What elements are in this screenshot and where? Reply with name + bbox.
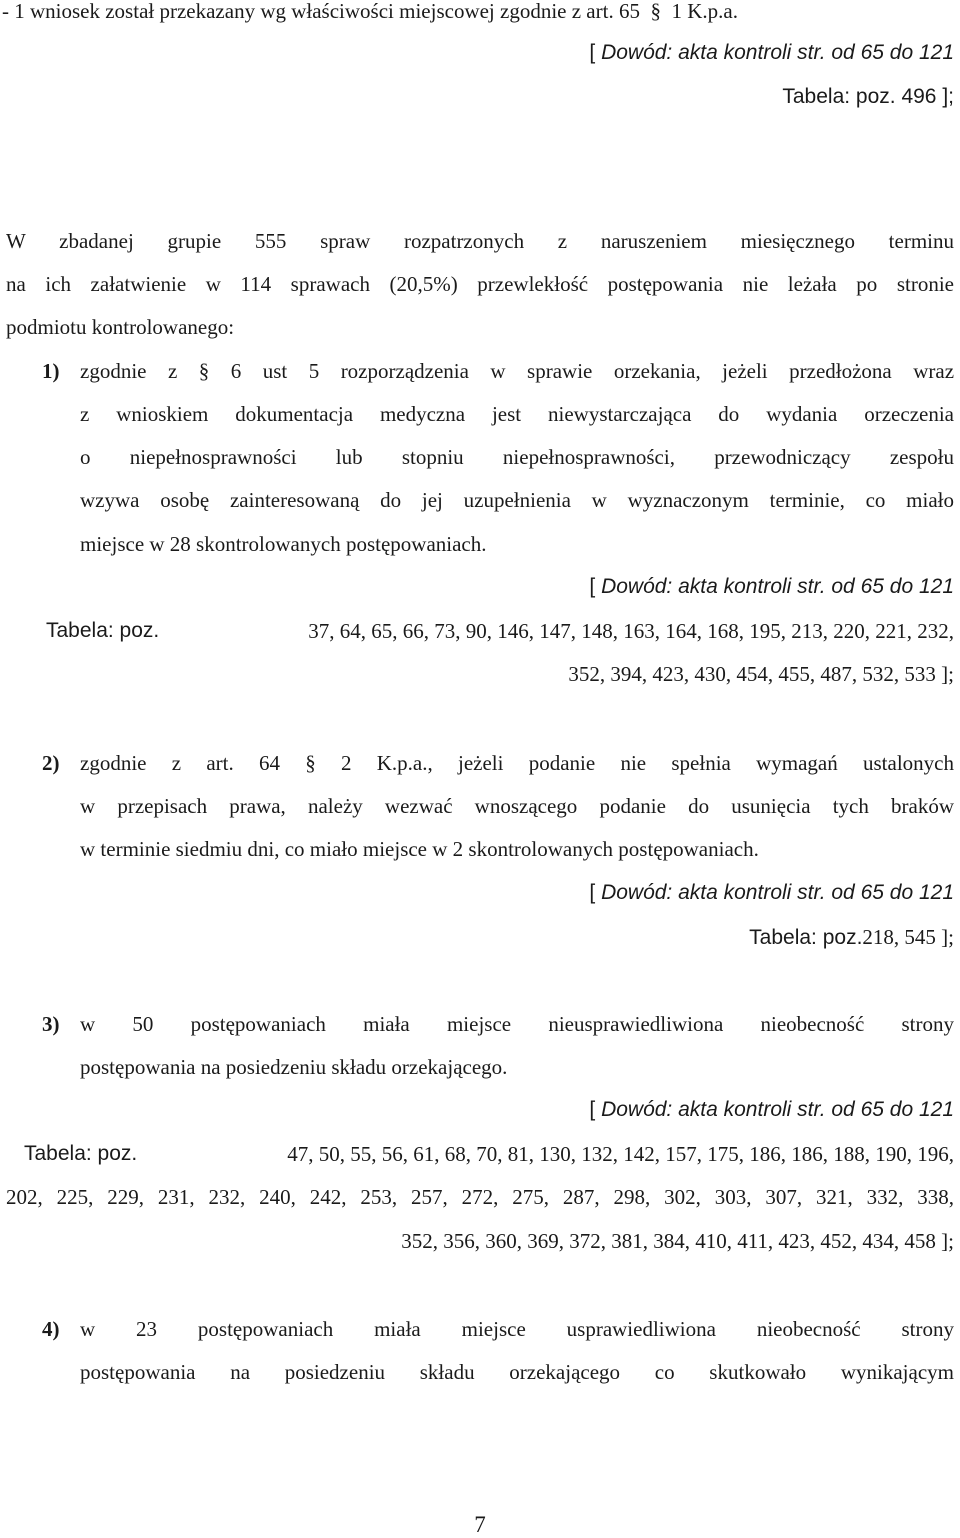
evidence-reference-2 — [589, 880, 954, 906]
intro-line-2: na ich załatwienie w 114 sprawach (20,5%) przewlekłość postępowania nie leżała po stronie — [6, 272, 954, 296]
evidence-reference-top — [589, 40, 954, 66]
item-3-line-2: postępowania na posiedzeniu składu orzekającego. — [80, 1055, 508, 1079]
table-reference-3-line-2: 202, 225, 229, 231, 232, 240, 242, 253, 257, 272, 275, 287, 298, 302, 303, 307, 321, 332, 338, — [6, 1185, 954, 1209]
item-3-line-1: w 50 postępowaniach miała miejsce nieusprawiedliwiona nieobecność strony — [80, 1012, 954, 1036]
table-reference-top — [782, 84, 954, 110]
item-3-number: 3) — [42, 1012, 60, 1036]
table-reference-1-line-2: 352, 394, 423, 430, 454, 455, 487, 532, 533 ]; — [568, 662, 954, 686]
item-2-line-3: w terminie siedmiu dni, co miało miejsce w 2 skontrolowanych postępowaniach. — [80, 837, 759, 861]
item-1-line-5: miejsce w 28 skontrolowanych postępowaniach. — [80, 532, 487, 556]
item-4-line-1: w 23 postępowaniach miała miejsce usprawiedliwiona nieobecność strony — [80, 1317, 954, 1341]
item-2-number: 2) — [42, 751, 60, 775]
evidence-reference-3 — [589, 1097, 954, 1123]
item-4-line-2: postępowania na posiedzeniu składu orzekającego co skutkowało wynikającym — [80, 1360, 954, 1384]
evidence-text: Dowód: akta kontroli str. od 65 do 121 — [601, 1098, 954, 1121]
evidence-text: Dowód: akta kontroli str. od 65 do 121 — [601, 881, 954, 904]
table-positions: 37, 64, 65, 66, 73, 90, 146, 147, 148, 163, 164, 168, 195, 213, 220, 221, 232, — [308, 619, 954, 643]
item-4-number: 4) — [42, 1317, 60, 1341]
evidence-bracket: [ — [589, 41, 602, 64]
top-line-1-tail: 1 K.p.a. — [671, 0, 738, 23]
item-2-line-1-b: 2 K.p.a., jeżeli podanie nie spełnia wymagań ustalonych — [341, 751, 954, 775]
item-2-line-1 — [80, 750, 954, 776]
evidence-bracket: [ — [589, 881, 602, 904]
page-number: 7 — [474, 1512, 486, 1537]
table-reference-text: Tabela: poz. 496 ]; — [782, 85, 954, 108]
item-1-line-1-b: 6 ust 5 rozporządzenia w sprawie orzekania, jeżeli przedłożona wraz — [230, 359, 955, 383]
evidence-bracket: [ — [589, 575, 602, 598]
intro-line-3: podmiotu kontrolowanego: — [6, 315, 235, 339]
section-sign-icon: § — [198, 359, 210, 383]
item-2-line-1-a: zgodnie z art. 64 — [80, 751, 280, 775]
table-label: Tabela: poz. — [749, 926, 863, 949]
table-label: Tabela: poz. — [24, 1142, 138, 1165]
section-sign-icon: § — [305, 751, 316, 775]
item-1-line-4: wzywa osobę zainteresowaną do jej uzupełnienia w wyznaczonym terminie, co miało — [80, 488, 954, 512]
evidence-text: Dowód: akta kontroli str. od 65 do 121 — [601, 41, 954, 64]
section-sign-icon: § — [645, 0, 667, 23]
item-1-line-1-a: zgodnie z — [80, 359, 178, 383]
evidence-reference-1 — [589, 574, 954, 600]
table-reference-3-line-3: 352, 356, 360, 369, 372, 381, 384, 410, 411, 423, 452, 434, 458 ]; — [401, 1229, 954, 1253]
table-positions: 47, 50, 55, 56, 61, 68, 70, 81, 130, 132, 142, 157, 175, 186, 186, 188, 190, 196, — [287, 1142, 954, 1166]
item-1-number: 1) — [42, 359, 60, 383]
top-line-1 — [2, 0, 738, 24]
table-reference-2 — [749, 924, 954, 951]
table-label: Tabela: poz. — [46, 619, 160, 642]
evidence-text: Dowód: akta kontroli str. od 65 do 121 — [601, 575, 954, 598]
intro-line-1: W zbadanej grupie 555 spraw rozpatrzonych z naruszeniem miesięcznego terminu — [6, 229, 954, 253]
item-1-line-3: o niepełnosprawności lub stopniu niepełnosprawności, przewodniczący zespołu — [80, 445, 954, 469]
evidence-bracket: [ — [589, 1098, 602, 1121]
table-positions: 218, 545 ]; — [862, 925, 954, 949]
table-reference-1-line-1 — [46, 618, 954, 644]
item-1-line-2: z wnioskiem dokumentacja medyczna jest niewystarczająca do wydania orzeczenia — [80, 402, 954, 426]
table-reference-3-line-1 — [24, 1141, 954, 1167]
top-line-1-text: - 1 wniosek został przekazany wg właściwości miejscowej zgodnie z art. 65 — [2, 0, 640, 23]
item-1-line-1 — [80, 358, 954, 384]
item-2-line-2: w przepisach prawa, należy wezwać wnoszącego podanie do usunięcia tych braków — [80, 794, 954, 818]
